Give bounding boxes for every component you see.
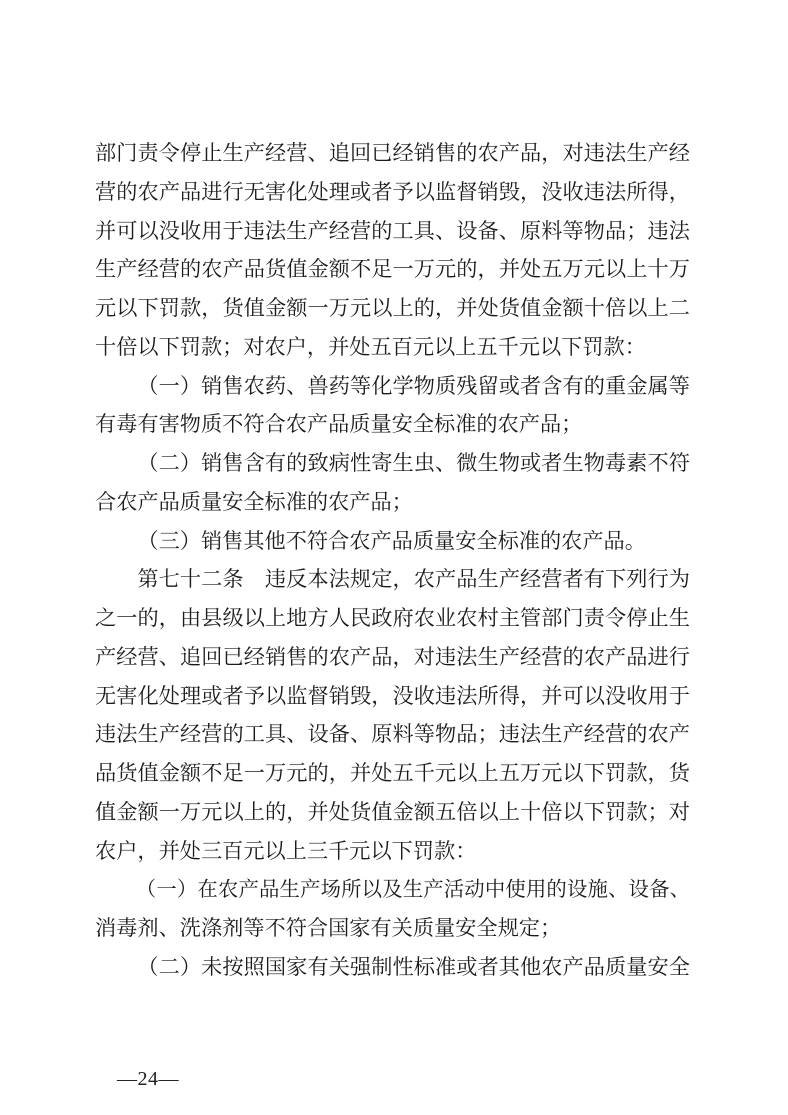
text-line: 生产经营的农产品货值金额不足一万元的，并处五万元以上十万 — [95, 258, 690, 282]
text-line: 值金额一万元以上的，并处货值金额五倍以上十倍以下罚款；对 — [95, 800, 690, 824]
text-line: 十倍以下罚款；对农户，并处五百元以上五千元以下罚款： — [95, 335, 646, 359]
list-item-line: （三）销售其他不符合农产品质量安全标准的农产品。 — [137, 529, 646, 553]
text-line: 并可以没收用于违法生产经营的工具、设备、原料等物品；违法 — [95, 219, 690, 243]
text-line: 无害化处理或者予以监督销毁，没收违法所得，并可以没收用于 — [95, 684, 690, 708]
list-item-line: （二）未按照国家有关强制性标准或者其他农产品质量安全 — [137, 955, 690, 979]
text-line: 品货值金额不足一万元的，并处五千元以上五万元以下罚款，货 — [95, 762, 690, 785]
list-item-line: （二）销售含有的致病性寄生虫、微生物或者生物毒素不符 — [137, 452, 690, 475]
page-number: —24— — [117, 1068, 179, 1090]
list-item-line: （一）在农产品生产场所以及生产活动中使用的设施、设备、 — [135, 879, 690, 902]
text-line: 产经营、追回已经销售的农产品，对违法生产经营的农产品进行 — [95, 645, 690, 669]
page-body-text — [95, 135, 690, 988]
text-line: 合农产品质量安全标准的农产品； — [95, 490, 413, 514]
list-item-line: （一）销售农药、兽药等化学物质残留或者含有的重金属等 — [137, 374, 690, 398]
text-line: 部门责令停止生产经营、追回已经销售的农产品，对违法生产经 — [95, 142, 690, 165]
text-line: 元以下罚款，货值金额一万元以上的，并处货值金额十倍以上二 — [95, 297, 690, 320]
text-line: 农户，并处三百元以上三千元以下罚款： — [95, 839, 477, 863]
text-line: 有毒有害物质不符合农产品质量安全标准的农产品； — [95, 413, 583, 437]
text-line: 营的农产品进行无害化处理或者予以监督销毁，没收违法所得， — [95, 180, 690, 204]
text-line: 之一的，由县级以上地方人民政府农业农村主管部门责令停止生 — [95, 607, 690, 630]
text-line: 消毒剂、洗涤剂等不符合国家有关质量安全规定； — [95, 917, 562, 940]
text-line: 违法生产经营的工具、设备、原料等物品；违法生产经营的农产 — [95, 723, 690, 747]
article-heading-line: 第七十二条 违反本法规定，农产品生产经营者有下列行为 — [137, 568, 690, 592]
